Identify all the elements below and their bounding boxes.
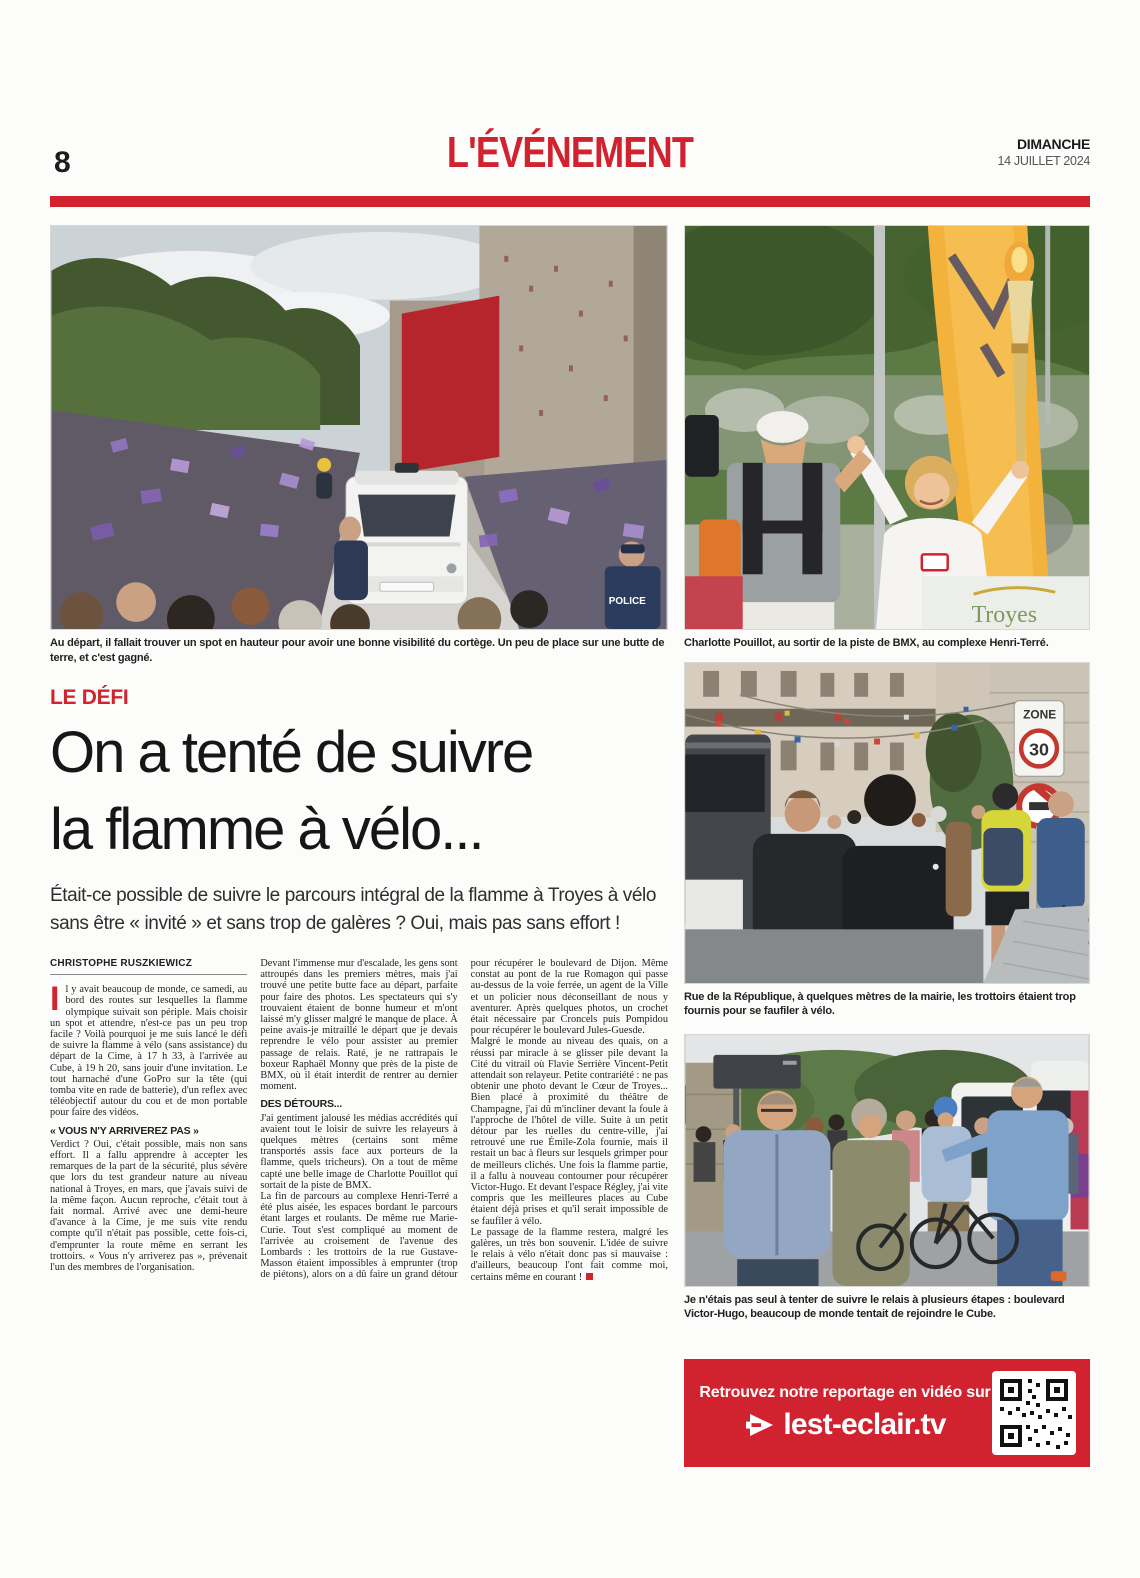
headline-line-2: la flamme à vélo... <box>50 797 483 862</box>
qr-code <box>992 1371 1076 1455</box>
article-paragraph: Malgré le monde au niveau des quais, on a réussi par miracle à se glisser pile devant la Cité du vitrail où Flavie Serrière Vincent-Petit attendait son relayeur. Petite contrariété : ne pas obtenir une photo devant le Cœur de Troyes... Bien placé à proximité du théâtre de Champagne, j'ai dû m'incliner devant la foule à l'approche de l'hôtel de ville. Suite à un petit détour par les ruelles du centre-ville, j'ai retrouvé une rue Émile-Zola fournie, mais il restait un bac à fleurs sur lesquels grimper pour de meilleurs clichés. Une fois la flamme partie, il a fallu à nouveau contourner pour récupérer Victor-Hugo. Et devant l'espace Régley, j'ai vite compris que les meilleures places au Cube étaient déjà prises et qu'il serait impossible de se faufiler à vélo. <box>470 1036 668 1227</box>
photo-torchbearer <box>684 225 1090 630</box>
article-paragraph: La fin de parcours au complexe Henri-Terré a été plus aisée, les espaces bordant le parcours étant larges et roulants. De même rue Marie-Curie. Tout s'est compliqué au moment de l'arrivée au croisement de l'avenue des Lombards : les trottoirs de la rue Gustave-Masson étaient impossibles à emprunter (trop de piétons), alors on a dû faire un grand détour pour récupérer le boulevard de Dijon. Même constat au pont de la rue Romagon qui passe au-dessus de la voie ferrée, un agent de la Ville et un policier nous déconseillant de nous y aventurer. Après quelques photos, un crochet était nécessaire par Croncels puis Pompidou pour récupérer le boulevard Jules-Guesde. <box>260 958 668 1281</box>
photo-crowd-bikes <box>684 1034 1090 1287</box>
article-paragraph: Le passage de la flamme restera, malgré les galères, un très bon souvenir. L'idée de suivre le relais à vélo n'était donc pas si mauvaise : d'ailleurs, beaucoup l'ont fait comme moi, certains même en courant ! <box>470 1226 668 1283</box>
article-paragraph: J'ai gentiment jalousé les médias accrédités qui avaient tout le loisir de suivre les relayeurs à quelques mètres (certains sont même transportés assis face aux porteurs de la flamme, quels tricheurs). On a tout de même capté une belle image de Charlotte Pouillot qui sortait de la piste de BMX. <box>260 1112 458 1191</box>
page-number: 8 <box>54 146 71 179</box>
headline-line-1: On a tenté de suivre <box>50 720 533 785</box>
article-byline: CHRISTOPHE RUSZKIEWICZ <box>50 958 247 975</box>
zone-sign-word: ZONE <box>1023 707 1057 722</box>
dateline <box>997 136 1090 169</box>
article-paragraph: Devant l'immense mur d'escalade, les gens sont attroupés dans les premiers mètres, mais j'ai trouvé une petite butte face au départ, parfaite pour faire des photos. Les spectateurs qui s'y trouvaient étaient de bonne humeur et m'ont laissé m'y glisser malgré le manque de place. À peine avais-je mitraillé le départ que je devais reprendre le vélo pour assister au premier passage de relais. Raté, je ne rattrapais le boxeur Raphaël Monny que près de la piste de BMX, où il était interdit de rentrer au dernier moment. <box>260 958 458 1093</box>
article-paragraph: Il y avait beaucoup de monde, ce samedi, au bord des routes sur lesquelles la flamme olympique suivait son périple. Mais choisir un spot et attendre, n'est-ce pas un peu trop facile ? Voilà pourquoi je me suis lancé le défi de suivre la flamme à vélo (sans assistance) du départ de la Cime, à 17 h 33, à l'arrivée au Cube, à 19 h 20, sans jouir d'une invitation. Le tout harnaché d'une GoPro sur la tête (qui tomba vite en rade de batterie), d'un reflex avec téléobjectif autour du cou et de mon portable pour faire des vidéos. <box>50 980 248 1119</box>
header-rule <box>50 196 1090 207</box>
zone-sign-number: 30 <box>1029 738 1050 759</box>
article-subhead: DES DÉTOURS... <box>260 1098 342 1111</box>
bikes-photo-caption: Je n'étais pas seul à tenter de suivre le relais à plusieurs étapes : boulevard Victor-Hugo, beaucoup de monde tentait de rejoindre le Cube. <box>684 1293 1065 1320</box>
troyes-barrier <box>922 576 1089 629</box>
article-subhead: « VOUS N'Y ARRIVEREZ PAS » <box>50 1124 199 1137</box>
lead-photo-crowd-van <box>50 225 668 630</box>
sidebar-column <box>684 225 1090 1467</box>
police-vest-text: POLICE <box>608 596 646 608</box>
promo-brand: lest-eclair.tv <box>783 1407 946 1441</box>
article-kicker: LE DÉFI <box>50 686 129 709</box>
section-title: L'ÉVÉNEMENT <box>446 128 694 177</box>
main-column <box>50 225 668 1506</box>
barrier-text: Troyes <box>971 602 1038 629</box>
video-promo-banner <box>684 1359 1090 1467</box>
end-mark <box>586 1273 593 1280</box>
dateline-date: 14 JUILLET 2024 <box>997 153 1090 168</box>
lead-photo-caption: Au départ, il fallait trouver un spot en hauteur pour avoir une bonne visibilité du cortège. Un peu de place sur une butte de terre, et c'est gagné. <box>50 637 665 664</box>
photo-street-crowd <box>684 662 1090 984</box>
zone-30-sign <box>1014 700 1064 776</box>
article-paragraph: Verdict ? Oui, c'était possible, mais non sans effort. Il a fallu apprendre à accepter les remarques de la part de la sécurité, plus sévère que lors du test grandeur nature au niveau national à Troyes, en mars, que j'avais suivi de la même façon. Aucun reproche, c'était tout à fait normal. Arrivé avec une demi-heure d'avance à la Cime, je me suis vite rendu compte qu'il n'était pas possible, cette fois-ci, d'emprunter la route même en serrant les trottoirs. « Vous n'y arriverez pas », prévenait l'un des membres de l'organisation. <box>50 1138 248 1274</box>
drop-cap: I <box>50 980 60 1019</box>
article-standfirst: Était-ce possible de suivre le parcours intégral de la flamme à Troyes à vélo sans être « invité » et sans trop de galères ? Oui, mais pas sans effort ! <box>50 885 657 934</box>
play-icon <box>744 1409 776 1441</box>
dateline-day: DIMANCHE <box>1016 136 1090 152</box>
article-headline <box>50 714 668 868</box>
promo-text-block <box>698 1384 992 1442</box>
article-columns <box>50 958 668 1506</box>
street-photo-caption: Rue de la République, à quelques mètres de la mairie, les trottoirs étaient trop fournis pour se faufiler à vélo. <box>684 990 1076 1017</box>
torch-photo-caption: Charlotte Pouillot, au sortir de la piste de BMX, au complexe Henri-Terré. <box>684 637 1049 649</box>
promo-line: Retrouvez notre reportage en vidéo sur <box>699 1383 991 1401</box>
